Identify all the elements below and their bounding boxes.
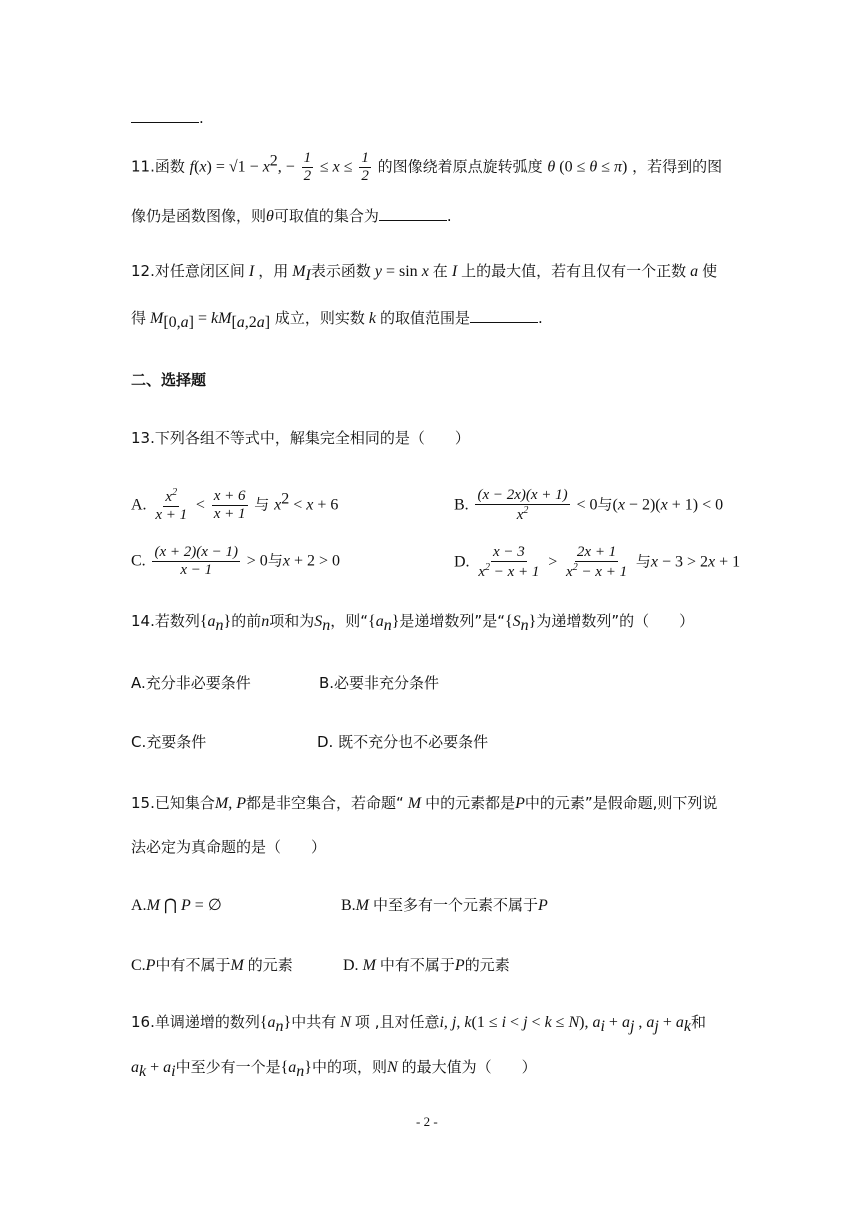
question-16-line1: 16.单调递增的数列$\{a_n\}$中共有 N 项 ,且对任意i, j, k(1 ≤ i < j < k ≤ N), $a_i + a_j$ , $a_j + a_k$和 xyxy=(131,1013,706,1035)
q13-option-D: D. $\frac{x - 3}{x^2 - x + 1}$ > $\frac{2x + 1}{x^2 - x + 1}$ 与x − 3 > 2x + 1 xyxy=(454,544,741,580)
question-15-line2: 法必定为真命题的是（ ） xyxy=(131,838,327,856)
q13-option-B: B. $\frac{(x - 2x)(x + 1)}{x^2}$ < 0与(x − 2)(x + 1) < 0 xyxy=(454,487,724,523)
question-13-stem: 13.下列各组不等式中，解集完全相同的是（ ） xyxy=(131,429,470,447)
question-16-line2: $a_k + a_i$中至少有一个是$\{a_n\}$中的项，则N 的最大值为（ ） xyxy=(131,1058,537,1080)
question-12-line1: 12.对任意闭区间 I ，用 $M_I$表示函数 y = sin x 在 I 上的最大值，若有且仅有一个正数 a 使 xyxy=(131,262,718,284)
q13-option-A: A. $\frac{x^2}{x + 1}$ < $\frac{x + 6}{x + 1}$ 与 $x^2 < x + 6$ xyxy=(131,487,339,523)
q14-option-B: B.必要非充分条件 xyxy=(319,674,440,692)
question-14-stem: 14.若数列$\{a_n\}$的前n项和为$S_n$，则“$\{a_n\}$是递增数列”是“$\{S_n\}$为递增数列”的（ ） xyxy=(131,612,695,634)
q12-answer-blank xyxy=(470,308,538,323)
q14-option-C: C.充要条件 xyxy=(131,733,207,751)
q15-option-C: C.P中有不属于M 的元素 xyxy=(131,956,293,974)
section-heading-multiple-choice: 二、选择题 xyxy=(131,371,207,389)
q15-option-D: D. M 中有不属于P的元素 xyxy=(343,956,510,974)
q11-answer-blank xyxy=(379,206,447,221)
q14-option-A: A.充分非必要条件 xyxy=(131,674,251,692)
question-12-line2: 得 $M_{[0,a]} = kM_{[a,2a]}$ 成立，则实数 k 的取值范围是 . xyxy=(131,309,543,331)
q11-frac-half-2: $\frac{1}{2}$ xyxy=(361,150,369,184)
q15-option-B: B.M 中至多有一个元素不属于P xyxy=(341,896,548,914)
q11-function: f xyxy=(189,158,195,176)
q11-frac-half-1: $\frac{1}{2}$ xyxy=(303,150,312,184)
question-11-line2: 像仍是函数图像，则θ可取值的集合为 . xyxy=(131,207,452,225)
q13-option-C: C. $\frac{(x + 2)(x - 1)}{x - 1}$ > 0与x + 2 > 0 xyxy=(131,544,340,578)
q15-option-A: A.M ⋂ P = ∅ xyxy=(131,897,222,914)
q14-option-D: D. 既不充分也不必要条件 xyxy=(317,733,489,751)
q10-answer-blank: . xyxy=(131,108,204,127)
page-number: - 2 - xyxy=(416,1114,438,1129)
q11-number: 11.函数 xyxy=(131,157,185,176)
question-15-line1: 15.已知集合M, P都是非空集合，若命题“ M 中的元素都是P中的元素”是假命题,则下列说 xyxy=(131,794,718,812)
question-11-line1: 11.函数 $f(x) = √1 - x^2$, − $\frac{1}{2}$ ≤ x ≤ $\frac{1}{2}$ 的图像绕着原点旋转弧度 θ (0 ≤ θ ≤ π) ，若得到的图 xyxy=(131,150,723,184)
